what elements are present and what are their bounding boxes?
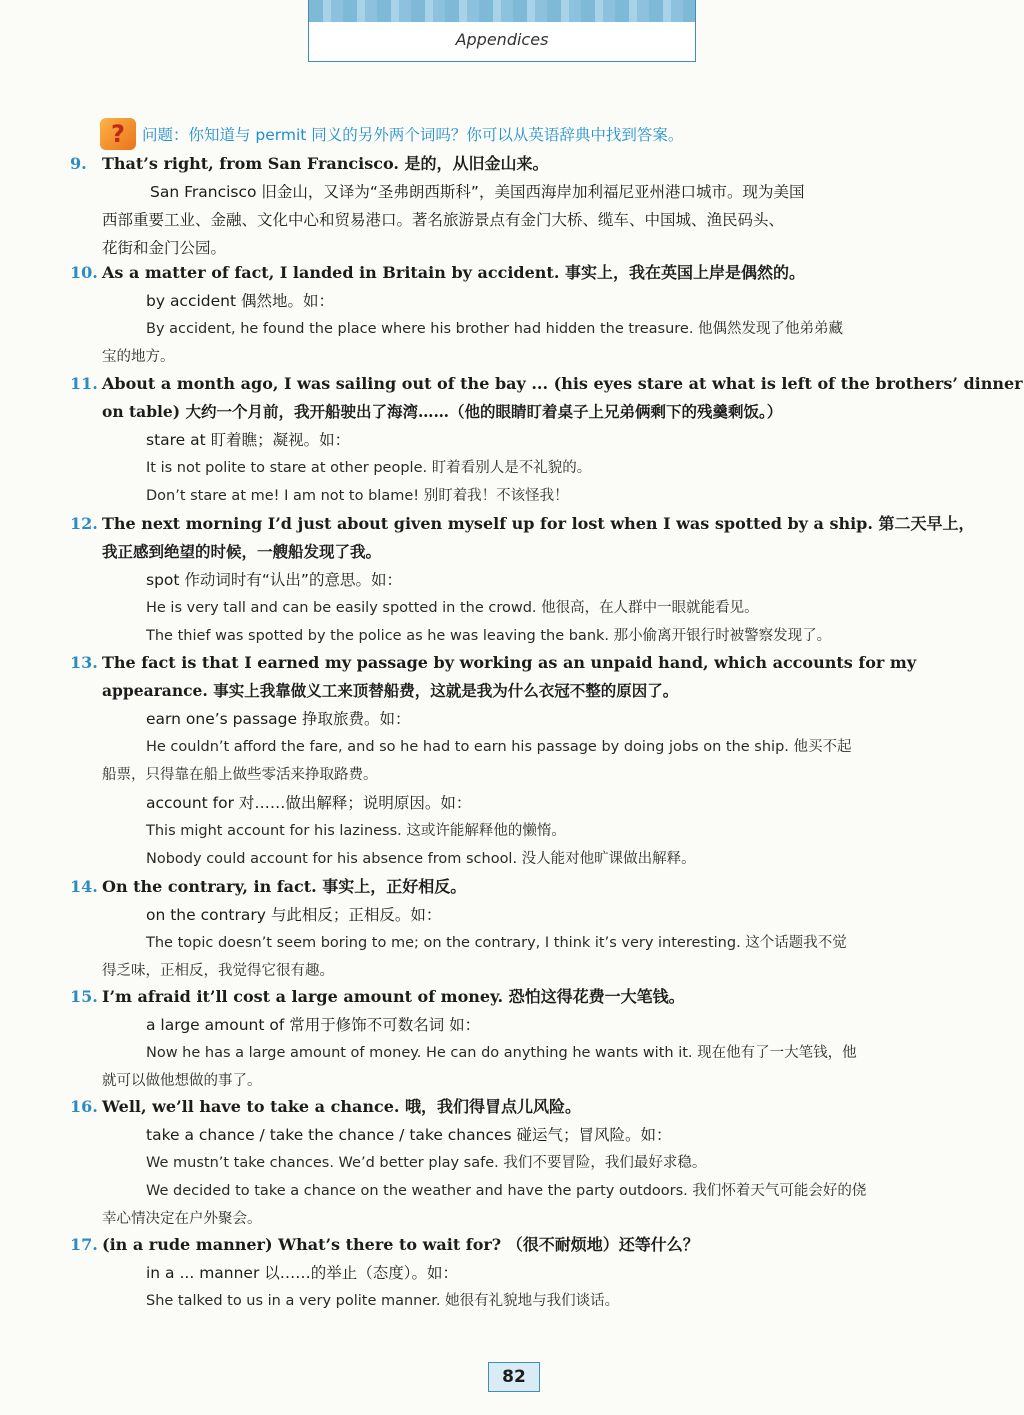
example-line: It is not polite to stare at other people. 盯着看别人是不礼貌的。 (146, 460, 592, 476)
item-sentence: appearance. 事实上我靠做义工来顶替船费，这就是我为什么衣冠不整的原因了。 (102, 681, 679, 700)
example-line: Don’t stare at me! I am not to blame! 别盯着我！不该怪我！ (146, 488, 569, 504)
item-number: 15. (70, 987, 98, 1006)
phrase-line: a large amount of 常用于修饰不可数名词 如： (146, 1016, 481, 1034)
note-item-16 (70, 1093, 944, 1233)
item-sentence: On the contrary, in fact. 事实上，正好相反。 (102, 877, 467, 896)
item-sentence: on table) 大约一个月前，我开船驶出了海湾……（他的眼睛盯着桌子上兄弟俩剩下的残羹剩饭。） (102, 402, 783, 421)
phrase-line: spot 作动词时有“认出”的意思。如： (146, 571, 402, 589)
note-item-15 (70, 983, 944, 1095)
item-number: 14. (70, 877, 98, 896)
question-text: 问题：你知道与 permit 同义的另外两个词吗？你可以从英语辞典中找到答案。 (142, 126, 684, 144)
example-line: By accident, he found the place where his brother had hidden the treasure. 他偶然发现了他弟弟藏 (146, 321, 844, 337)
item-number: 11. (70, 374, 98, 393)
question-mark-icon: ? (100, 118, 136, 150)
item-sentence: The fact is that I earned my passage by working as an unpaid hand, which accounts for my (102, 653, 917, 672)
page-number: 82 (488, 1362, 540, 1392)
phrase-line: in a ... manner 以……的举止（态度）。如： (146, 1264, 459, 1282)
example-line: 幸心情决定在户外聚会。 (102, 1211, 262, 1227)
header-decoration (309, 0, 695, 22)
note-item-10 (70, 259, 944, 371)
item-number: 17. (70, 1235, 98, 1254)
note-line: San Francisco 旧金山，又译为“圣弗朗西斯科”，美国西海岸加利福尼亚州港口城市。现为美国 (150, 183, 805, 201)
example-line: 得乏味，正相反，我觉得它很有趣。 (102, 963, 334, 979)
item-sentence: 我正感到绝望的时候，一艘船发现了我。 (102, 542, 382, 561)
item-sentence: Well, we’ll have to take a chance. 哦，我们得冒点儿风险。 (102, 1097, 582, 1116)
item-sentence: As a matter of fact, I landed in Britain by accident. 事实上，我在英国上岸是偶然的。 (102, 263, 805, 282)
phrase-line: earn one’s passage 挣取旅费。如： (146, 710, 411, 728)
example-line: Nobody could account for his absence from school. 没人能对他旷课做出解释。 (146, 851, 696, 867)
example-line: 宝的地方。 (102, 349, 175, 365)
example-line: This might account for his laziness. 这或许能解释他的懒惰。 (146, 823, 566, 839)
item-number: 10. (70, 263, 98, 282)
note-item-9 (70, 150, 944, 262)
phrase-line: take a chance / take the chance / take chances 碰运气；冒风险。如： (146, 1126, 672, 1144)
item-sentence: I’m afraid it’ll cost a large amount of money. 恐怕这得花费一大笔钱。 (102, 987, 685, 1006)
note-item-14 (70, 873, 944, 985)
item-sentence: (in a rude manner) What’s there to wait for? （很不耐烦地）还等什么？ (102, 1235, 699, 1254)
note-item-17 (70, 1231, 944, 1315)
item-number: 9. (70, 154, 87, 173)
phrase-line: on the contrary 与此相反；正相反。如： (146, 906, 442, 924)
note-line: 花街和金门公园。 (102, 239, 227, 257)
note-item-13 (70, 649, 944, 873)
note-line: 西部重要工业、金融、文化中心和贸易港口。著名旅游景点有金门大桥、缆车、中国城、渔民码头、 (102, 211, 785, 229)
example-line: Now he has a large amount of money. He can do anything he wants with it. 现在他有了一大笔钱，他 (146, 1045, 857, 1061)
example-line: She talked to us in a very polite manner. 她很有礼貌地与我们谈话。 (146, 1293, 620, 1309)
example-line: We decided to take a chance on the weather and have the party outdoors. 我们怀着天气可能会好的侥 (146, 1183, 867, 1199)
item-sentence: The next morning I’d just about given myself up for lost when I was spotted by a ship. 第二天早上， (102, 514, 975, 533)
example-line: The topic doesn’t seem boring to me; on the contrary, I think it’s very interesting. 这个话题我不觉 (146, 935, 847, 951)
example-line: He is very tall and can be easily spotted in the crowd. 他很高，在人群中一眼就能看见。 (146, 600, 759, 616)
phrase-line: stare at 盯着瞧；凝视。如： (146, 431, 351, 449)
question-prompt (100, 118, 683, 150)
example-line: The thief was spotted by the police as he was leaving the bank. 那小偷离开银行时被警察发现了。 (146, 628, 832, 644)
item-number: 12. (70, 514, 98, 533)
note-item-11 (70, 370, 1023, 510)
phrase-line: account for 对……做出解释；说明原因。如： (146, 794, 472, 812)
section-title: Appendices (455, 30, 549, 49)
item-number: 13. (70, 653, 98, 672)
item-sentence: About a month ago, I was sailing out of the bay ... (his eyes stare at what is left of the brothers’ dinner (102, 374, 1023, 393)
example-line: 船票，只得靠在船上做些零活来挣取路费。 (102, 767, 378, 783)
example-line: He couldn’t afford the fare, and so he had to earn his passage by doing jobs on the ship. 他买不起 (146, 739, 852, 755)
phrase-line: by accident 偶然地。如： (146, 292, 334, 310)
example-line: 就可以做他想做的事了。 (102, 1073, 262, 1089)
note-item-12 (70, 510, 975, 650)
item-sentence: That’s right, from San Francisco. 是的，从旧金山来。 (102, 154, 549, 173)
item-number: 16. (70, 1097, 98, 1116)
example-line: We mustn’t take chances. We’d better play safe. 我们不要冒险，我们最好求稳。 (146, 1155, 707, 1171)
header-box (308, 0, 696, 62)
